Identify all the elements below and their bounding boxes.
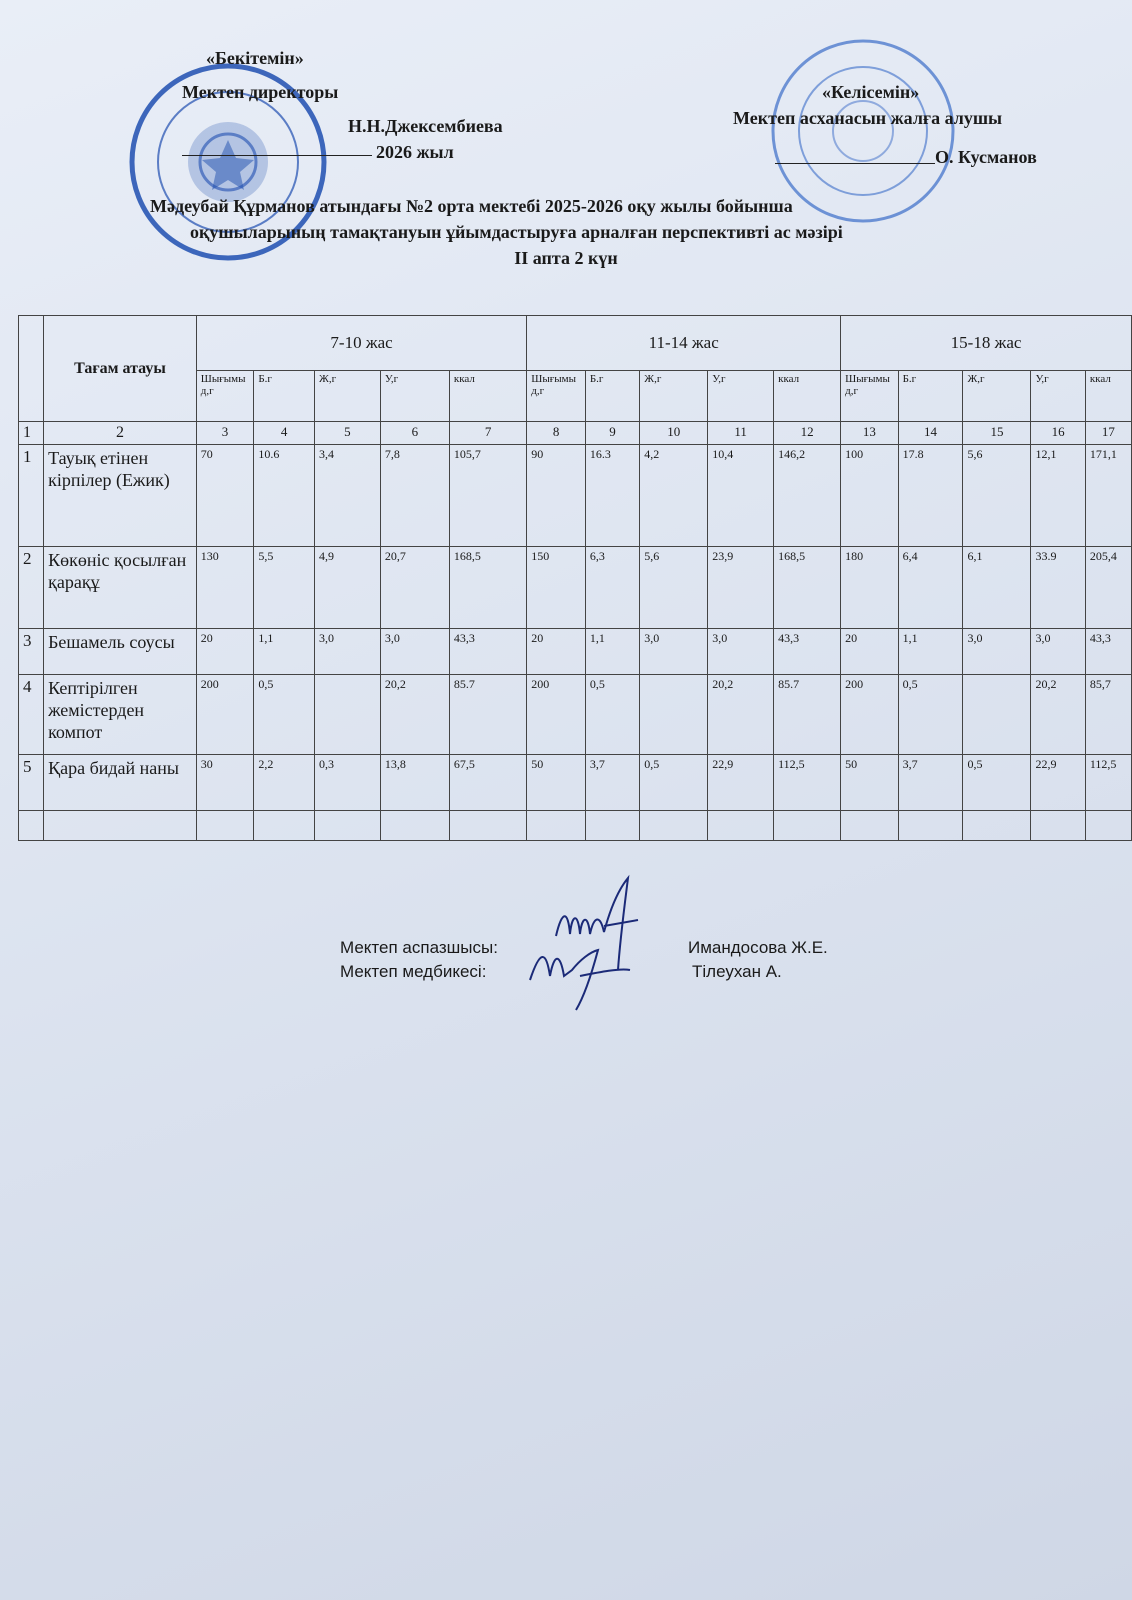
- nutrition-value: 100: [841, 445, 899, 547]
- nutrition-value: 3,7: [585, 755, 639, 811]
- approve-label: «Бекітемін»: [206, 48, 304, 68]
- nutrition-value: 112,5: [774, 755, 841, 811]
- nutrition-value: 5,5: [254, 547, 315, 629]
- nutrition-value: 12,1: [1031, 445, 1085, 547]
- table-header-row: [19, 316, 1132, 371]
- nurse-label: Мектеп медбикесі:: [340, 962, 487, 981]
- menu-title-line2: оқушыларының тамақтануын ұйымдастыруға арналған перспективті ас мәзірі: [190, 222, 843, 242]
- lessee-role: Мектеп асханасын жалға алушы: [733, 108, 1003, 128]
- column-number: 1: [19, 422, 44, 445]
- nutrition-value: 5,6: [640, 547, 708, 629]
- nutrition-value: [640, 675, 708, 755]
- agree-label: «Келісемін»: [822, 82, 920, 102]
- nutrition-value: 0,5: [585, 675, 639, 755]
- nutrition-value: 50: [527, 755, 586, 811]
- dish-rows: [19, 445, 1132, 811]
- nutrition-value: 6,4: [898, 547, 963, 629]
- nutrition-value: 22,9: [708, 755, 774, 811]
- subheader-carbs: У,г: [1031, 371, 1085, 422]
- nutrition-value: 4,9: [314, 547, 380, 629]
- nutrition-value: 3,7: [898, 755, 963, 811]
- nutrition-value: 168,5: [449, 547, 526, 629]
- nutrition-value: 3,0: [380, 629, 449, 675]
- column-number: 4: [254, 422, 315, 445]
- nutrition-value: 130: [196, 547, 254, 629]
- column-number: 3: [196, 422, 254, 445]
- age-group-15-18: 15-18 жас: [841, 316, 1132, 371]
- nutrition-value: 200: [196, 675, 254, 755]
- menu-title-line3: II апта 2 күн: [514, 248, 618, 268]
- nutrition-value: 0,5: [898, 675, 963, 755]
- nutrition-value: 23,9: [708, 547, 774, 629]
- nutrition-value: 85,7: [1085, 675, 1131, 755]
- subheader-kcal: ккал: [774, 371, 841, 422]
- age-group-11-14: 11-14 жас: [527, 316, 841, 371]
- nutrition-value: 17.8: [898, 445, 963, 547]
- nutrition-value: 20,7: [380, 547, 449, 629]
- nutrition-value: 10.6: [254, 445, 315, 547]
- subheader-carbs: У,г: [708, 371, 774, 422]
- cook-label: Мектеп аспазшысы:: [340, 938, 498, 957]
- nutrition-value: 20: [527, 629, 586, 675]
- subheader-kcal: ккал: [1085, 371, 1131, 422]
- nutrition-value: 0,5: [640, 755, 708, 811]
- age-group-7-10: 7-10 жас: [196, 316, 526, 371]
- lessee-signature-line: [775, 163, 935, 164]
- nutrition-value: 50: [841, 755, 899, 811]
- nutrition-value: 90: [527, 445, 586, 547]
- column-number: 6: [380, 422, 449, 445]
- empty-row: [19, 811, 1132, 841]
- row-index: 1: [19, 445, 44, 547]
- nutrition-value: 20: [841, 629, 899, 675]
- nutrition-value: 6,3: [585, 547, 639, 629]
- dish-name: Кептірілген жемістерден компот: [44, 675, 197, 755]
- nutrition-value: 2,2: [254, 755, 315, 811]
- nutrition-value: 67,5: [449, 755, 526, 811]
- cook-name: Имандосова Ж.Е.: [688, 938, 828, 957]
- subheader-fat: Ж,г: [314, 371, 380, 422]
- director-signature-line: [182, 155, 372, 156]
- nutrition-value: 1,1: [898, 629, 963, 675]
- table-row: [19, 755, 1132, 811]
- nutrition-value: 180: [841, 547, 899, 629]
- table-row: [19, 675, 1132, 755]
- row-index: 5: [19, 755, 44, 811]
- nutrition-value: 3,0: [1031, 629, 1085, 675]
- nutrition-value: 112,5: [1085, 755, 1131, 811]
- column-number: 8: [527, 422, 586, 445]
- dish-name: Бешамель соусы: [44, 629, 197, 675]
- nutrition-value: 171,1: [1085, 445, 1131, 547]
- nutrition-value: 3,0: [640, 629, 708, 675]
- subheader-fat: Ж,г: [640, 371, 708, 422]
- nutrition-value: 0,5: [254, 675, 315, 755]
- nutrition-value: 0,3: [314, 755, 380, 811]
- nutrition-value: 43,3: [1085, 629, 1131, 675]
- dish-name: Көкөніс қосылған қарақұ: [44, 547, 197, 629]
- nutrition-value: 85.7: [774, 675, 841, 755]
- nutrition-value: 200: [527, 675, 586, 755]
- nutrition-value: 7,8: [380, 445, 449, 547]
- row-index: 3: [19, 629, 44, 675]
- nutrition-value: 22,9: [1031, 755, 1085, 811]
- table-row: [19, 445, 1132, 547]
- nutrition-value: 168,5: [774, 547, 841, 629]
- nutrition-value: [314, 675, 380, 755]
- nutrition-value: 16.3: [585, 445, 639, 547]
- dish-name: Тауық етінен кірпілер (Ежик): [44, 445, 197, 547]
- column-number-row: [19, 422, 1132, 445]
- column-number: 13: [841, 422, 899, 445]
- column-number: 2: [44, 422, 197, 445]
- nutrition-value: 3,4: [314, 445, 380, 547]
- nutrition-value: 3,0: [708, 629, 774, 675]
- nutrition-value: [963, 675, 1031, 755]
- column-number: 9: [585, 422, 639, 445]
- menu-table: [18, 315, 1132, 841]
- nutrition-value: 33.9: [1031, 547, 1085, 629]
- subheader-protein: Б.г: [254, 371, 315, 422]
- row-index: 4: [19, 675, 44, 755]
- subheader-yield: Шығымы д,г: [527, 371, 586, 422]
- nutrition-value: 43,3: [774, 629, 841, 675]
- subheader-fat: Ж,г: [963, 371, 1031, 422]
- column-number: 15: [963, 422, 1031, 445]
- subheader-carbs: У,г: [380, 371, 449, 422]
- nutrition-value: 3,0: [963, 629, 1031, 675]
- column-number: 11: [708, 422, 774, 445]
- column-number: 14: [898, 422, 963, 445]
- nutrition-value: 146,2: [774, 445, 841, 547]
- table-row: [19, 629, 1132, 675]
- nutrition-value: 0,5: [963, 755, 1031, 811]
- nutrition-value: 20: [196, 629, 254, 675]
- nutrition-value: 13,8: [380, 755, 449, 811]
- subheader-yield: Шығымы д,г: [196, 371, 254, 422]
- nutrition-value: 1,1: [254, 629, 315, 675]
- table-row: [19, 547, 1132, 629]
- lessee-name: О. Кусманов: [935, 147, 1037, 167]
- column-number: 7: [449, 422, 526, 445]
- nutrition-value: 85.7: [449, 675, 526, 755]
- dish-name-header: Тағам атауы: [44, 316, 197, 422]
- row-index: 2: [19, 547, 44, 629]
- nutrition-value: 20,2: [1031, 675, 1085, 755]
- nutrition-value: 1,1: [585, 629, 639, 675]
- director-role: Мектеп директоры: [182, 82, 339, 102]
- nutrition-value: 4,2: [640, 445, 708, 547]
- nutrition-value: 10,4: [708, 445, 774, 547]
- column-number: 12: [774, 422, 841, 445]
- nurse-signature: [520, 940, 660, 1025]
- nutrition-value: 200: [841, 675, 899, 755]
- nutrition-value: 70: [196, 445, 254, 547]
- subheader-protein: Б.г: [898, 371, 963, 422]
- nutrition-value: 3,0: [314, 629, 380, 675]
- nutrition-value: 20,2: [708, 675, 774, 755]
- subheader-yield: Шығымы д,г: [841, 371, 899, 422]
- nurse-name: Тілеухан А.: [692, 962, 782, 981]
- nutrition-value: 5,6: [963, 445, 1031, 547]
- menu-title-line1: Мәдеубай Құрманов атындағы №2 орта мектебі 2025-2026 оқу жылы бойынша: [150, 196, 793, 216]
- dish-name: Қара бидай наны: [44, 755, 197, 811]
- index-header: [19, 316, 44, 422]
- nutrition-value: 43,3: [449, 629, 526, 675]
- approve-year: 2026 жыл: [376, 142, 454, 162]
- director-name: Н.Н.Джексембиева: [348, 116, 503, 136]
- nutrition-value: 150: [527, 547, 586, 629]
- column-number: 5: [314, 422, 380, 445]
- nutrition-value: 105,7: [449, 445, 526, 547]
- column-number: 16: [1031, 422, 1085, 445]
- subheader-protein: Б.г: [585, 371, 639, 422]
- column-number: 17: [1085, 422, 1131, 445]
- column-number: 10: [640, 422, 708, 445]
- nutrition-value: 6,1: [963, 547, 1031, 629]
- subheader-kcal: ккал: [449, 371, 526, 422]
- nutrition-value: 205,4: [1085, 547, 1131, 629]
- nutrition-value: 20,2: [380, 675, 449, 755]
- nutrition-value: 30: [196, 755, 254, 811]
